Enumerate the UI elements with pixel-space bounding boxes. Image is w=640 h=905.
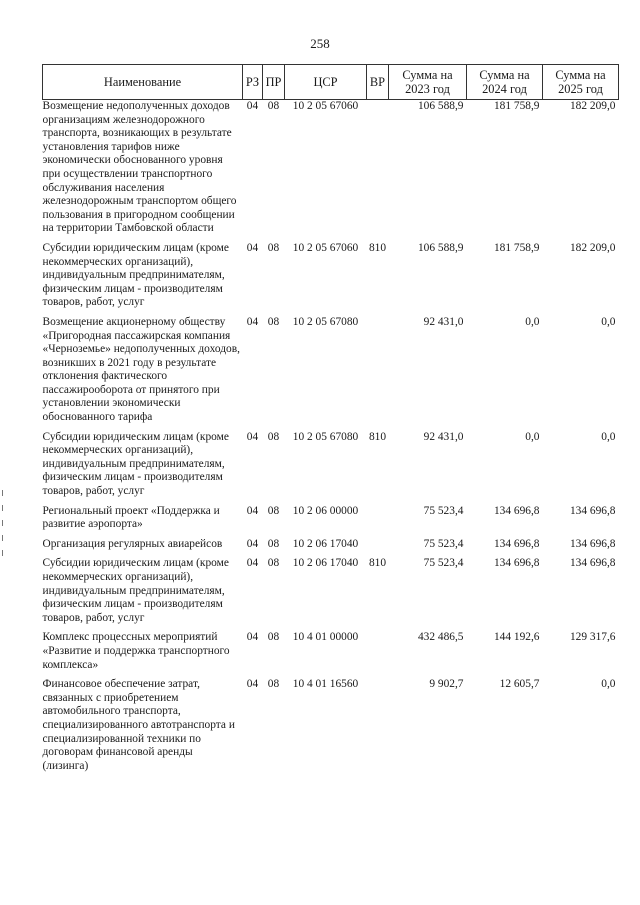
row-name: Комплекс процессных мероприятий «Развитие и поддержка транспортного комплекса» — [42, 631, 230, 671]
row-sum-2025: 0,0 — [601, 430, 616, 443]
row-csr: 10 4 01 16560 — [292, 678, 359, 691]
row-sum-2024: 12 605,7 — [499, 678, 540, 691]
row-name: Региональный проект «Поддержка и развитие аэропорта» — [42, 504, 220, 531]
row-sum-2024: 134 696,8 — [493, 557, 540, 570]
row-name: Возмещение недополученных доходов организациям железнодорожного транспорта, возникающих в результате установления тарифов ниже экономически обоснованного уровня при осуществлении транспортного обслуживания населения железнодорожным транспортом общего пользования в пригородном сообщении на территории Тамбовской области — [42, 100, 237, 235]
row-sum-2025: 0,0 — [601, 678, 616, 691]
row-sum-2023: 106 588,9 — [417, 100, 464, 112]
table-row — [43, 678, 619, 779]
header-sum-2025: Сумма на 2025 год — [543, 65, 619, 100]
row-pr: 08 — [267, 537, 280, 550]
row-rz: 04 — [246, 315, 259, 328]
row-sum-2025: 182 209,0 — [569, 241, 616, 254]
row-name: Финансовое обеспечение затрат, связанных с приобретением автомобильного транспорта, специализированного автотранспорта и специализированной техники по договорам финансовой аренды (лизинга) — [42, 678, 235, 772]
row-sum-2023: 75 523,4 — [423, 537, 464, 550]
table-body — [43, 100, 619, 780]
row-csr: 10 2 05 67060 — [292, 100, 359, 112]
row-sum-2025: 0,0 — [601, 315, 616, 328]
row-rz: 04 — [246, 504, 259, 517]
table-row — [43, 505, 619, 538]
row-pr: 08 — [267, 315, 280, 328]
row-sum-2024: 144 192,6 — [493, 631, 540, 644]
row-pr: 08 — [267, 631, 280, 644]
header-csr: ЦСР — [285, 65, 367, 100]
header-pr: ПР — [263, 65, 285, 100]
row-pr: 08 — [267, 100, 280, 112]
row-sum-2024: 181 758,9 — [493, 241, 540, 254]
row-vr — [367, 631, 389, 678]
header-rz: РЗ — [243, 65, 263, 100]
row-vr — [367, 678, 389, 779]
row-sum-2023: 75 523,4 — [423, 557, 464, 570]
row-sum-2025: 134 696,8 — [569, 557, 616, 570]
row-sum-2023: 432 486,5 — [417, 631, 464, 644]
row-name: Организация регулярных авиарейсов — [42, 537, 223, 550]
row-sum-2023: 75 523,4 — [423, 504, 464, 517]
row-pr: 08 — [267, 241, 280, 254]
binding-marks — [2, 490, 4, 570]
row-sum-2025: 182 209,0 — [569, 100, 616, 112]
row-sum-2024: 134 696,8 — [493, 537, 540, 550]
row-vr: 810 — [368, 430, 387, 443]
header-sum-2024: Сумма на 2024 год — [467, 65, 543, 100]
row-pr: 08 — [267, 678, 280, 691]
row-sum-2024: 0,0 — [525, 430, 540, 443]
row-vr — [367, 316, 389, 431]
row-sum-2023: 9 902,7 — [429, 678, 464, 691]
row-csr: 10 2 05 67080 — [292, 430, 359, 443]
table-row — [43, 538, 619, 558]
row-name: Возмещение акционерному обществу «Пригородная пассажирская компания «Черноземье» недополученных доходов, возникших в 2021 году в результате отклонения фактического пассажирооборота от принятого при установлении экономически обоснованного тарифа — [42, 315, 240, 424]
row-vr: 810 — [368, 557, 387, 570]
row-sum-2025: 129 317,6 — [569, 631, 616, 644]
row-rz: 04 — [246, 557, 259, 570]
table-row — [43, 242, 619, 316]
table-header-row — [43, 65, 619, 100]
row-sum-2023: 92 431,0 — [423, 430, 464, 443]
table-row — [43, 557, 619, 631]
row-rz: 04 — [246, 537, 259, 550]
row-pr: 08 — [267, 557, 280, 570]
page-number: 258 — [310, 36, 330, 51]
row-pr: 08 — [267, 504, 280, 517]
header-vr: ВР — [367, 65, 389, 100]
row-sum-2023: 92 431,0 — [423, 315, 464, 328]
row-sum-2023: 106 588,9 — [417, 241, 464, 254]
table-row — [43, 100, 619, 242]
row-name: Субсидии юридическим лицам (кроме некоммерческих организаций), индивидуальным предпринимателям, физическим лицам - производителям товаров, работ, услуг — [42, 557, 229, 624]
row-rz: 04 — [246, 678, 259, 691]
row-csr: 10 2 06 17040 — [292, 537, 359, 550]
row-vr — [367, 100, 389, 242]
row-sum-2025: 134 696,8 — [569, 504, 616, 517]
row-csr: 10 4 01 00000 — [292, 631, 359, 644]
row-csr: 10 2 05 67080 — [292, 315, 359, 328]
row-name: Субсидии юридическим лицам (кроме некоммерческих организаций), индивидуальным предпринимателям, физическим лицам - производителям товаров, работ, услуг — [42, 430, 229, 498]
row-rz: 04 — [246, 241, 259, 254]
row-csr: 10 2 06 00000 — [292, 504, 359, 517]
row-sum-2024: 181 758,9 — [493, 100, 540, 112]
row-sum-2024: 134 696,8 — [493, 504, 540, 517]
table-row — [43, 631, 619, 678]
row-rz: 04 — [246, 100, 259, 112]
row-sum-2024: 0,0 — [525, 315, 540, 328]
row-csr: 10 2 05 67060 — [292, 241, 359, 254]
row-vr — [367, 505, 389, 538]
budget-table — [42, 64, 619, 779]
row-vr: 810 — [368, 241, 387, 254]
row-pr: 08 — [267, 430, 280, 443]
table-row — [43, 316, 619, 431]
row-rz: 04 — [246, 631, 259, 644]
row-name: Субсидии юридическим лицам (кроме некоммерческих организаций), индивидуальным предпринимателям, физическим лицам - производителям товаров, работ, услуг — [42, 241, 229, 309]
row-sum-2025: 134 696,8 — [569, 537, 616, 550]
header-sum-2023: Сумма на 2023 год — [389, 65, 467, 100]
row-vr — [367, 538, 389, 558]
header-name: Наименование — [43, 65, 243, 100]
row-rz: 04 — [246, 430, 259, 443]
table-row — [43, 431, 619, 505]
row-csr: 10 2 06 17040 — [292, 557, 359, 570]
